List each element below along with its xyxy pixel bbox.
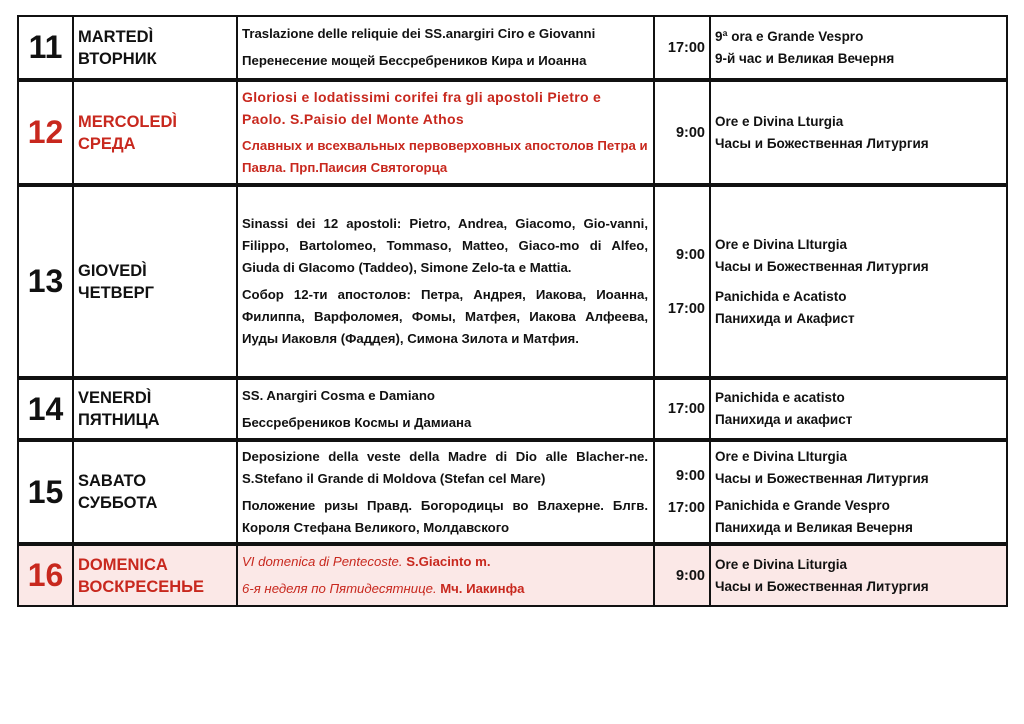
feast-ru: Собор 12-ти апостолов: Петра, Андрея, Иакова, Иоанна, Филиппа, Варфоломея, Фомы, Матфея, Иакова Алфеева, Иуды Иаковля (Фаддея), Симона Зилота и Матфия. bbox=[242, 287, 648, 346]
schedule-row-13 bbox=[18, 185, 1007, 378]
service-cell bbox=[710, 80, 1007, 185]
day-number: 14 bbox=[18, 378, 73, 440]
weekday-cell bbox=[73, 440, 237, 544]
weekday-cell bbox=[73, 16, 237, 80]
spacer bbox=[655, 266, 705, 298]
feast-ru-saint: Мч. Иакинфа bbox=[440, 581, 525, 596]
service-ru: 9-й час и Великая Вечерня bbox=[715, 50, 895, 66]
feast-it: Deposizione della veste della Madre di Dio alle Blacher-ne. S.Stefano il Grande di Moldova (Stefan cel Mare) bbox=[242, 448, 648, 486]
schedule-row-12 bbox=[18, 80, 1007, 185]
service-time: 17:00 bbox=[667, 500, 705, 516]
feast-it: Gloriosi e lodatissimi corifei fra gli apostoli Pietro e Paolo. S.Paisio del Monte Athos bbox=[242, 89, 602, 127]
weekday-it: VENERDÌ bbox=[78, 389, 152, 407]
service-ru: Панихида и акафист bbox=[715, 412, 853, 427]
spacer bbox=[715, 278, 1006, 286]
service-time: 9:00 bbox=[675, 567, 705, 584]
weekday-ru: ЧЕТВЕРГ bbox=[78, 283, 154, 302]
feast-it: Sinassi dei 12 apostoli: Pietro, Andrea, Giacomo, Gio-vanni, Filippo, Bartolomeo, Tommaso, Matteo, Giaco-mo di Alfeo, Giuda di GIacomo (Taddeo), Simone Zelo-ta e Mattia. bbox=[242, 216, 648, 275]
feast-ru: Перенесение мощей Бессребреников Кира и Иоанна bbox=[242, 53, 587, 68]
day-number: 15 bbox=[18, 440, 73, 544]
service-it: Panichida e acatisto bbox=[715, 390, 845, 405]
schedule-row-11 bbox=[18, 16, 1007, 80]
time-cell bbox=[654, 440, 710, 544]
weekday-cell bbox=[73, 544, 237, 606]
weekday-ru: ПЯТНИЦА bbox=[78, 411, 160, 429]
day-number: 12 bbox=[18, 80, 73, 185]
time-cell bbox=[654, 80, 710, 185]
feast-it bbox=[242, 551, 648, 573]
service-it: Panichida e Grande Vespro bbox=[715, 497, 890, 513]
day-number: 11 bbox=[18, 16, 73, 80]
service-it: 9ª ora e Grande Vespro bbox=[715, 28, 864, 44]
weekday-cell bbox=[73, 378, 237, 440]
weekday-it: MERCOLEDÌ bbox=[78, 112, 177, 131]
service-time: 17:00 bbox=[667, 39, 705, 56]
weekday-ru: СРЕДА bbox=[78, 134, 136, 153]
service-ru: Часы и Божественная Литургия bbox=[715, 578, 929, 594]
weekday-ru: ВТОРНИК bbox=[78, 49, 157, 68]
weekday-it: SABATO bbox=[78, 472, 147, 490]
service-time: 9:00 bbox=[675, 468, 705, 484]
feast-it-sunday: VI domenica di Pentecoste. bbox=[242, 554, 403, 569]
service-cell bbox=[710, 544, 1007, 606]
service-time: 17:00 bbox=[667, 300, 705, 317]
schedule-row-15 bbox=[18, 440, 1007, 544]
feast-it: SS. Anargiri Cosma e Damiano bbox=[242, 387, 435, 403]
feast-cell bbox=[237, 185, 654, 378]
service-ru: Часы и Божественная Литургия bbox=[715, 470, 929, 486]
weekday-cell bbox=[73, 185, 237, 378]
day-number: 13 bbox=[18, 185, 73, 378]
service-ru: Часы и Божественная Литургия bbox=[715, 135, 929, 151]
feast-it-saint: S.Giacinto m. bbox=[406, 554, 491, 569]
service-time: 17:00 bbox=[667, 401, 705, 417]
feast-cell bbox=[237, 16, 654, 80]
service-it: Ore e Divina LIturgia bbox=[715, 448, 848, 464]
weekday-it: MARTEDÌ bbox=[78, 27, 154, 46]
service-ru: Часы и Божественная Литургия bbox=[715, 258, 929, 274]
schedule-row-16 bbox=[18, 544, 1007, 606]
time-cell bbox=[654, 544, 710, 606]
service-cell bbox=[710, 378, 1007, 440]
service-time: 9:00 bbox=[675, 124, 705, 141]
service-time: 9:00 bbox=[675, 246, 705, 263]
feast-ru: Славных и всехвальных первоверховных апостолов Петра и Павла. Прп.Паисия Святогорца bbox=[242, 138, 648, 175]
feast-it: Traslazione delle reliquie dei SS.anargiri Ciro e Giovanni bbox=[242, 26, 596, 41]
feast-cell bbox=[237, 440, 654, 544]
weekday-it: GIOVEDÌ bbox=[78, 261, 147, 280]
feast-ru: Положение ризы Правд. Богородицы во Влахерне. Блгв. Короля Стефана Великого, Молдавского bbox=[242, 497, 648, 535]
service-cell bbox=[710, 440, 1007, 544]
time-cell bbox=[654, 185, 710, 378]
service-it: Ore e Divina LIturgia bbox=[715, 236, 848, 252]
weekday-ru: ВОСКРЕСЕНЬЕ bbox=[78, 577, 205, 596]
schedule-row-14 bbox=[18, 378, 1007, 440]
service-it: Ore e Divina Liturgia bbox=[715, 556, 848, 572]
service-ru: Панихида и Акафист bbox=[715, 310, 855, 326]
service-cell bbox=[710, 16, 1007, 80]
schedule-table bbox=[17, 15, 1008, 607]
time-cell bbox=[654, 16, 710, 80]
spacer bbox=[655, 487, 705, 497]
feast-cell bbox=[237, 544, 654, 606]
day-number: 16 bbox=[18, 544, 73, 606]
weekday-it: DOMENICA bbox=[78, 555, 168, 574]
feast-ru bbox=[242, 578, 648, 600]
service-cell bbox=[710, 185, 1007, 378]
time-cell bbox=[654, 378, 710, 440]
weekday-cell bbox=[73, 80, 237, 185]
service-ru: Панихида и Великая Вечерня bbox=[715, 519, 913, 535]
weekday-ru: СУББОТА bbox=[78, 494, 158, 512]
service-it: Ore e Divina Lturgia bbox=[715, 113, 844, 129]
feast-cell bbox=[237, 80, 654, 185]
feast-ru-sunday: 6-я неделя по Пятидесятнице. bbox=[242, 581, 437, 596]
feast-cell bbox=[237, 378, 654, 440]
service-it: Panichida e Acatisto bbox=[715, 288, 847, 304]
feast-ru: Бессребреников Космы и Дамиана bbox=[242, 414, 472, 430]
